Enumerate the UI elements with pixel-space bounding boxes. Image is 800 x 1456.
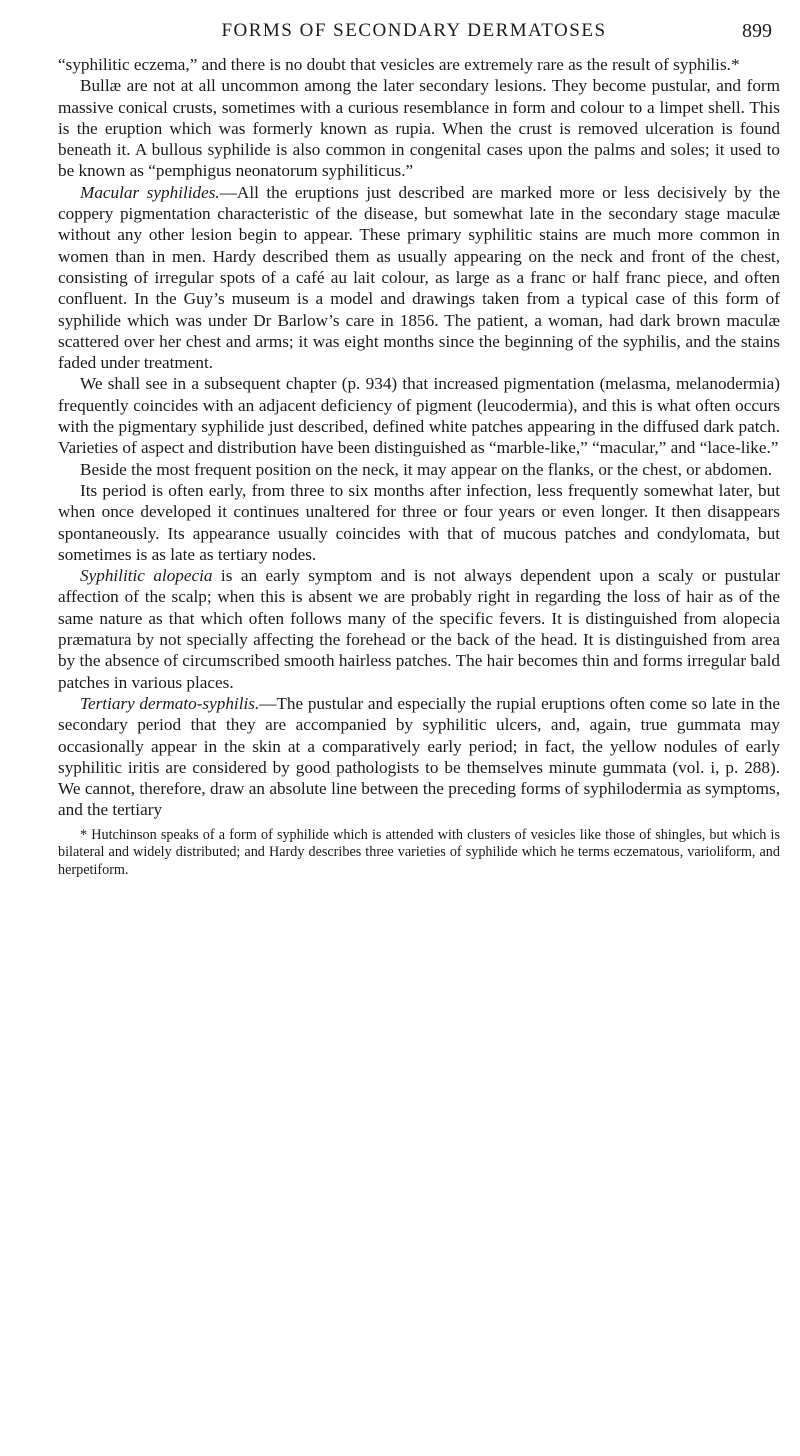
paragraph-pigmentation [58,373,780,458]
footnote: * Hutchinson speaks of a form of syphilide which is attended with clusters of vesicles like those of shingles, but which is bilateral and widely distributed; and Hardy describes three varieties of syphilide which he terms eczematous, varioliform, and herpetiform. [58,826,780,878]
paragraph-macular-syphilides [58,182,780,374]
paragraph-text: —All the eruptions just described are marked more or less decisively by the coppery pigmentation characteristic of the disease, but somewhat late in the secondary stage maculæ without any other lesion begin to appear. These primary syphilitic stains are much more common in women than in men. Hardy described them as usually appearing on the neck and front of the chest, consisting of irregular spots of a café au lait colour, as large as a franc or half franc piece, and often confluent. In the Guy’s museum is a model and drawings taken from a typical case of this form of syphilide which was under Dr Barlow’s care in 1856. The patient, a woman, had dark brown maculæ scattered over her chest and arms; it was eight months since the beginning of the syphilis, and the stains faded under treatment. [58,182,781,373]
run-in-heading: Syphilitic alopecia [80,566,213,586]
running-title: FORMS OF SECONDARY DERMATOSES [221,20,607,41]
paragraph-text: is an early symptom and is not always dependent upon a scaly or pustular affection of the scalp; when this is absent we are probably right in regarding the loss of hair as of the same nature as that which often follows many of the specific fevers. It is distinguished from alopecia præmatura by not specially affecting the forehead or the back of the head. It is distinguished from area by the absence of circumscribed smooth hairless patches. The hair becomes thin and forms irregular bald patches in various places. [58,566,780,692]
paragraph-bullae [58,75,780,181]
run-in-heading: Macular syphilides. [80,182,220,202]
paragraph-position [58,459,780,480]
paragraph-continuation [58,54,780,75]
paragraph-text: —The pustular and especially the rupial eruptions often come so late in the secondary period that they are accompanied by syphilitic ulcers, and, again, true gummata may occasionally appear in the skin at a comparatively early period; in fact, the yellow nodules of early syphilitic iritis are considered by good pathologists to be themselves minute gummata (vol. i, p. 288). We cannot, therefore, draw an absolute line between the preceding forms of syphilodermia as symptoms, and the tertiary [58,693,780,820]
paragraph-text: Bullæ are not at all uncommon among the later secondary lesions. They become pustular, and form massive conical crusts, sometimes with a curious resemblance in form and colour to a limpet shell. This is the eruption which was formerly known as rupia. When the crust is removed ulceration is found beneath it. A bullous syphilide is also common in congenital cases upon the palms and soles; it used to be known as “pemphigus neonatorum syphiliticus.” [58,76,780,181]
paragraph-text: Its period is often early, from three to six months after infection, less frequently somewhat later, but when once developed it continues unaltered for three or four years or even longer. It then disappears spontaneously. Its appearance usually coincides with that of mucous patches and condylomata, but sometimes is as late as tertiary nodes. [58,480,780,564]
running-head [56,16,772,46]
body-text [58,54,780,879]
paragraph-alopecia [58,565,780,693]
page-number: 899 [742,20,772,42]
paragraph-period [58,480,780,565]
paragraph-tertiary [58,693,780,821]
run-in-heading: Tertiary dermato-syphilis. [80,693,260,713]
paragraph-text: “syphilitic eczema,” and there is no doubt that vesicles are extremely rare as the result of syphilis.* [58,55,740,74]
paragraph-text: We shall see in a subsequent chapter (p. 934) that increased pigmentation (melasma, melanodermia) frequently coincides with an adjacent deficiency of pigment (leucodermia), and this is what often occurs with the pigmentary syphilide just described, defined white patches appearing in the diffused dark patch. Varieties of aspect and distribution have been distinguished as “marble-like,” “macular,” and “lace-like.” [58,374,780,458]
paragraph-text: Beside the most frequent position on the neck, it may appear on the flanks, or the chest, or abdomen. [80,459,773,479]
